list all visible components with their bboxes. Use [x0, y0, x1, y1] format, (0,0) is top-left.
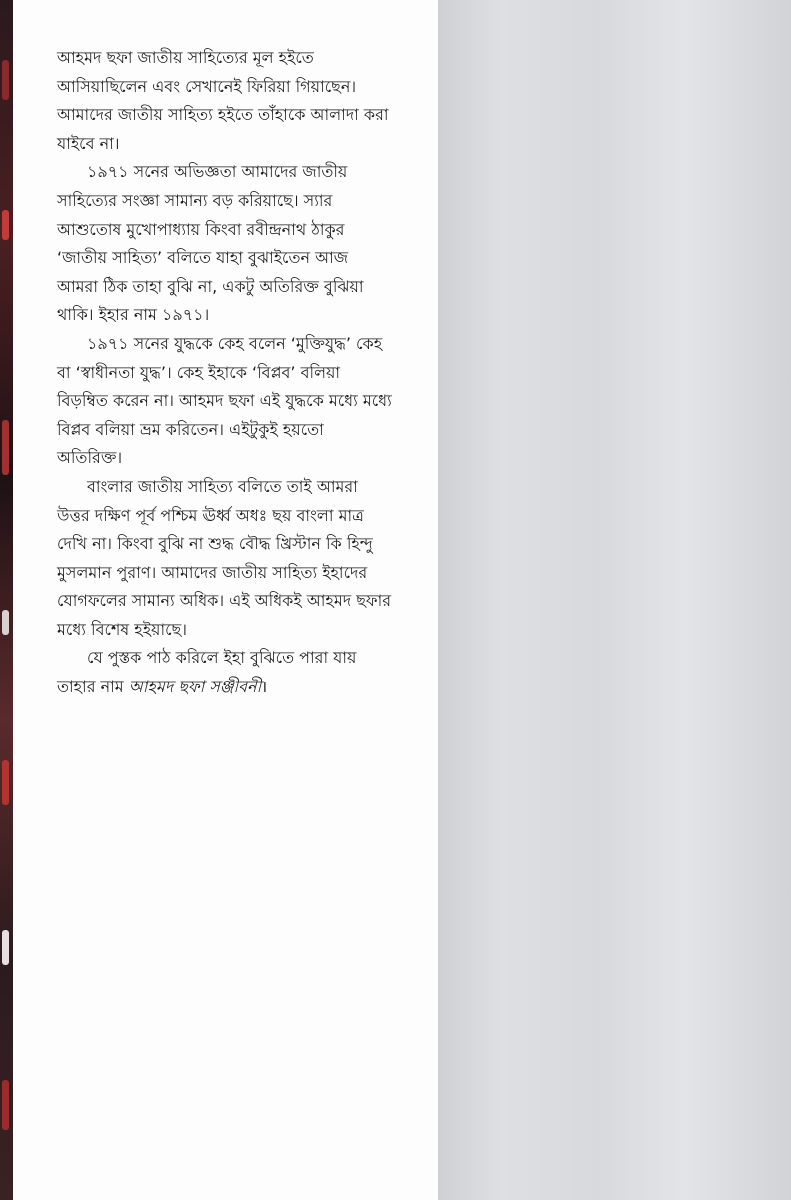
paragraph-2: ১৯৭১ সনের অভিজ্ঞতা আমাদের জাতীয় সাহিত্যের সংজ্ঞা সামান্য বড় করিয়াছে। স্যার আশুতোষ মুখোপাধ্যায় কিংবা রবীন্দ্রনাথ ঠাকুর ‘জাতীয় সাহিত্য’ বলিতে যাহা বুঝাইতেন আজ আমরা ঠিক তাহা বুঝি না, একটু অতিরিক্ত বুঝিয়া থাকি। ইহার নাম ১৯৭১। — [57, 162, 364, 325]
paragraph-3: ১৯৭১ সনের যুদ্ধকে কেহ বলেন ‘মুক্তিযুদ্ধ’ কেহ বা ‘স্বাধীনতা যুদ্ধ’। কেহ ইহাকে ‘বিপ্লব’ বলিয়া বিড়ম্বিত করেন না। আহমদ ছফা এই যুদ্ধকে মধ্যে মধ্যে বিপ্লব বলিয়া ভ্রম করিতেন। এইটুকুই হয়তো অতিরিক্ত। — [57, 333, 392, 468]
paragraph-4: বাংলার জাতীয় সাহিত্য বলিতে তাই আমরা উত্তর দক্ষিণ পূর্ব পশ্চিম ঊর্ধ্ব অধঃ ছয় বাংলা মাত্র দেখি না। কিংবা বুঝি না শুদ্ধ বৌদ্ধ খ্রিস্টান কি হিন্দু মুসলমান পুরাণ। আমাদের জাতীয় সাহিত্য ইহাদের যোগফলের সামান্য অধিক। এই অধিকই আহমদ ছফার মধ্যে বিশেষ হইয়াছে। — [57, 476, 392, 639]
paragraph-5 — [57, 644, 392, 701]
cover-edge-strip — [0, 0, 13, 1200]
flap-text-block — [57, 44, 392, 702]
paragraph-1: আহমদ ছফা জাতীয় সাহিত্যের মূল হইতে আসিয়াছিলেন এবং সেখানেই ফিরিয়া গিয়াছেন। আমাদের জাতীয় সাহিত্য হইতে তাঁহাকে আলাদা করা যাইবে না। — [57, 48, 389, 153]
book-title: আহমদ ছফা সঞ্জীবনী — [128, 677, 262, 697]
paragraph-5-end: । — [261, 677, 268, 697]
scan-background — [438, 0, 791, 1200]
paragraph-5-lead: যে পুস্তক পাঠ করিলে ইহা বুঝিতে পারা যায় তাহার নাম — [57, 648, 357, 697]
